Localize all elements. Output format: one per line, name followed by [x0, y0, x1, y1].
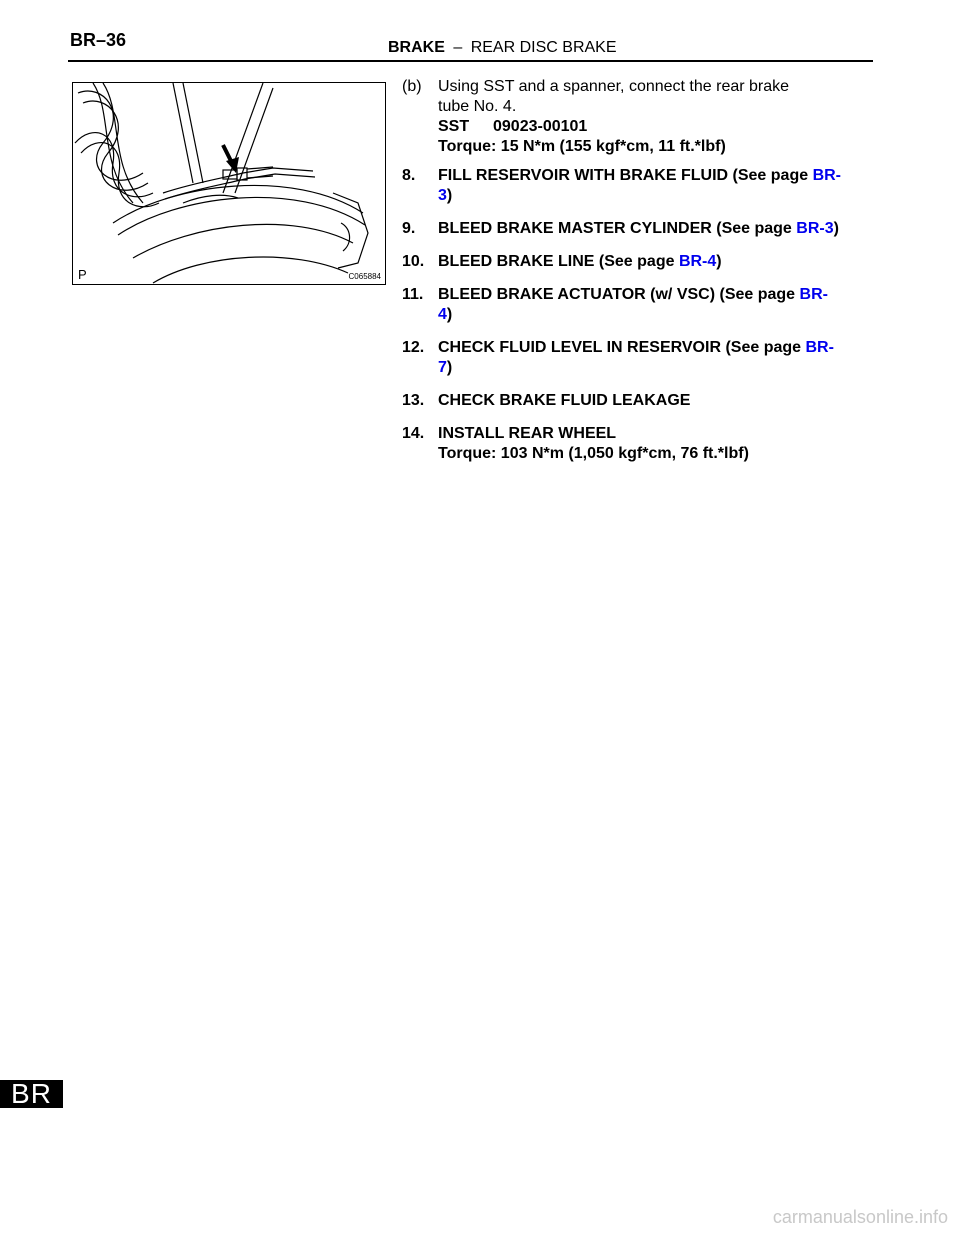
- step-line: [438, 252, 880, 272]
- step-text: ): [446, 306, 453, 323]
- substep-line-1: Using SST and a spanner, connect the rear brake: [438, 78, 790, 95]
- step-number: 12.: [402, 339, 425, 356]
- page-link[interactable]: BR-: [799, 286, 828, 303]
- step-number: 13.: [402, 392, 425, 409]
- step-9: [402, 219, 880, 239]
- page-link[interactable]: BR-3: [796, 220, 834, 237]
- page-link[interactable]: 3: [438, 187, 447, 204]
- page-link[interactable]: 4: [438, 306, 447, 323]
- step-13: [402, 391, 880, 411]
- header-rule: [68, 60, 873, 62]
- step-11: [402, 285, 880, 325]
- step-number: 14.: [402, 425, 425, 442]
- section-title: BRAKE: [388, 39, 445, 56]
- step-text: ): [446, 187, 453, 204]
- arrow-icon: [223, 145, 239, 173]
- page-number: BR–36: [70, 30, 127, 50]
- step-number: 8.: [402, 167, 416, 184]
- page-link[interactable]: BR-: [812, 167, 841, 184]
- sst-label: SST: [438, 118, 470, 135]
- step-line: [438, 285, 880, 305]
- step-line: [438, 358, 880, 378]
- step-number: 11.: [402, 286, 424, 303]
- substep-b: [402, 77, 880, 157]
- watermark: carmanualsonline.info: [772, 1207, 948, 1227]
- subsection-title: REAR DISC BRAKE: [470, 39, 617, 56]
- step-line: [438, 219, 880, 239]
- section-header: [388, 39, 617, 57]
- torque-spec: Torque: 103 N*m (1,050 kgf*cm, 76 ft.*lbf): [438, 445, 749, 462]
- step-14: [402, 424, 880, 464]
- figure-corner-letter: P: [78, 267, 87, 282]
- step-text: CHECK BRAKE FLUID LEAKAGE: [438, 392, 691, 409]
- step-text: INSTALL REAR WHEEL: [438, 425, 617, 442]
- procedure-content: [402, 77, 880, 464]
- step-line: [438, 186, 880, 206]
- step-8: [402, 166, 880, 206]
- step-line: [438, 305, 880, 325]
- step-text: ): [716, 253, 722, 270]
- brake-tube-illustration: [72, 82, 386, 285]
- figure-code: C065884: [348, 272, 381, 281]
- page-link[interactable]: 7: [438, 359, 447, 376]
- step-text: BLEED BRAKE MASTER CYLINDER (See page: [438, 220, 797, 237]
- step-10: [402, 252, 880, 272]
- step-text: BLEED BRAKE ACTUATOR (w/ VSC) (See page: [438, 286, 800, 303]
- step-text: BLEED BRAKE LINE (See page: [438, 253, 679, 270]
- substep-label: (b): [402, 78, 422, 95]
- step-line: [438, 166, 880, 186]
- step-text: CHECK FLUID LEVEL IN RESERVOIR (See page: [438, 339, 806, 356]
- step-number: 9.: [402, 220, 416, 237]
- sst-line: [438, 117, 880, 137]
- page-link[interactable]: BR-4: [678, 253, 717, 270]
- step-text: ): [446, 359, 453, 376]
- substep-line-2: tube No. 4.: [438, 98, 517, 115]
- torque-spec: Torque: 15 N*m (155 kgf*cm, 11 ft.*lbf): [438, 138, 726, 155]
- step-text: ): [833, 220, 839, 237]
- step-number: 10.: [402, 253, 425, 270]
- sst-value: 09023-00101: [493, 118, 588, 135]
- step-text: FILL RESERVOIR WITH BRAKE FLUID (See page: [438, 167, 813, 184]
- step-12: [402, 338, 880, 378]
- step-line: [438, 338, 880, 358]
- section-tab: BR: [0, 1080, 63, 1108]
- page-link[interactable]: BR-: [805, 339, 834, 356]
- illustration-drawing: [73, 83, 385, 284]
- header-separator: –: [453, 39, 463, 56]
